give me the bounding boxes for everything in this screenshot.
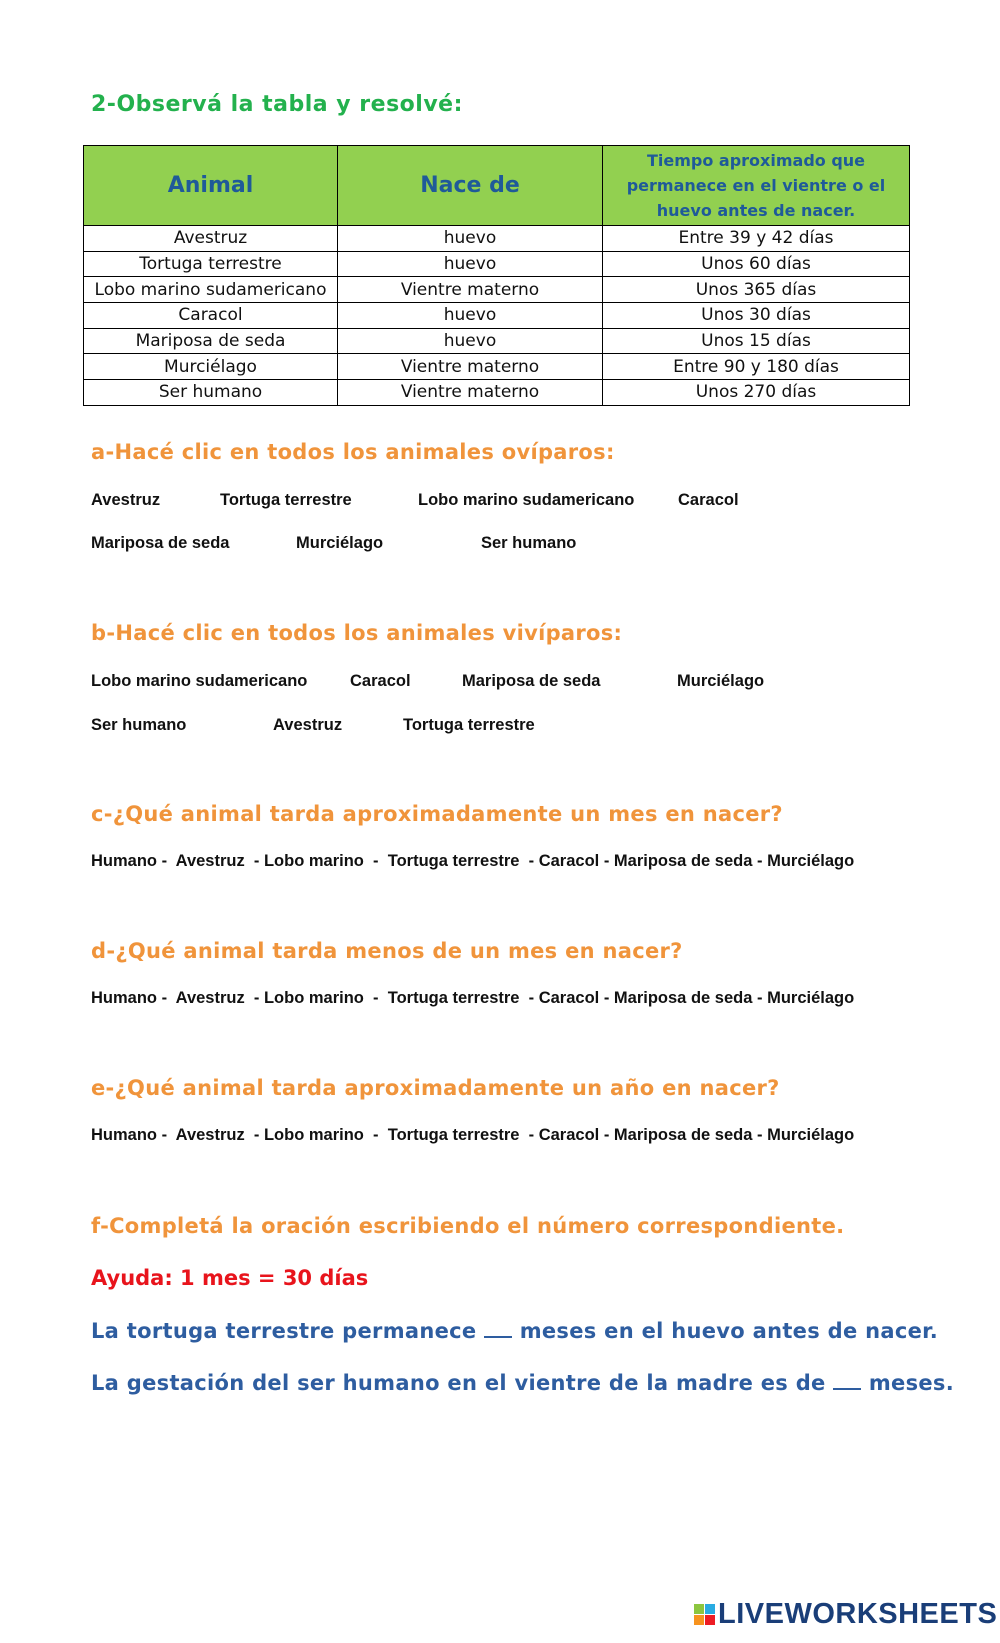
option-b-tortuga[interactable]: Tortuga terrestre	[403, 716, 535, 734]
answer-blank-turtle[interactable]	[484, 1318, 512, 1338]
animals-table	[83, 145, 910, 406]
cell-born-from: Vientre materno	[338, 354, 603, 380]
question-c-options: Humano - Avestruz - Lobo marino - Tortuga terrestre - Caracol - Mariposa de seda - Murciélago	[91, 852, 855, 870]
header-animal: Animal	[84, 146, 338, 226]
cell-animal: Tortuga terrestre	[84, 251, 338, 277]
question-e-options: Humano - Avestruz - Lobo marino - Tortuga terrestre - Caracol - Mariposa de seda - Murciélago	[91, 1126, 855, 1144]
exercise-title: 2-Observá la tabla y resolvé:	[91, 92, 463, 117]
question-e-title: e-¿Qué animal tarda aproximadamente un año en nacer?	[91, 1076, 780, 1100]
cell-time: Unos 365 días	[603, 277, 910, 303]
option-a-tortuga[interactable]: Tortuga terrestre	[220, 491, 352, 509]
cell-born-from: Vientre materno	[338, 380, 603, 406]
liveworksheets-logo	[694, 1594, 997, 1634]
cell-time: Entre 90 y 180 días	[603, 354, 910, 380]
option-d-avestruz[interactable]: Avestruz	[175, 989, 245, 1007]
question-d-title: d-¿Qué animal tarda menos de un mes en nacer?	[91, 939, 683, 963]
cell-animal: Caracol	[84, 303, 338, 329]
cell-time: Unos 270 días	[603, 380, 910, 406]
cell-animal: Murciélago	[84, 354, 338, 380]
option-b-ser-humano[interactable]: Ser humano	[91, 716, 187, 734]
option-c-avestruz[interactable]: Avestruz	[175, 852, 245, 870]
sentence-turtle-start: La tortuga terrestre permanece	[91, 1319, 477, 1343]
option-c-caracol[interactable]: Caracol	[538, 852, 600, 870]
cell-animal: Mariposa de seda	[84, 328, 338, 354]
option-e-avestruz[interactable]: Avestruz	[175, 1126, 245, 1144]
logo-text: LIVEWORKSHEETS	[718, 1597, 998, 1630]
option-e-tortuga[interactable]: Tortuga terrestre	[387, 1126, 520, 1144]
table-row	[84, 354, 910, 380]
question-f-title: f-Completá la oración escribiendo el número correspondiente.	[91, 1214, 845, 1238]
option-a-mariposa[interactable]: Mariposa de seda	[91, 534, 230, 552]
question-a-title: a-Hacé clic en todos los animales ovíparos:	[91, 440, 615, 464]
question-b-title: b-Hacé clic en todos los animales vivíparos:	[91, 621, 623, 645]
sentence-turtle-end: meses en el huevo antes de nacer.	[519, 1319, 939, 1343]
option-d-caracol[interactable]: Caracol	[538, 989, 600, 1007]
option-b-mariposa[interactable]: Mariposa de seda	[462, 672, 601, 690]
question-d-options: Humano - Avestruz - Lobo marino - Tortuga terrestre - Caracol - Mariposa de seda - Murciélago	[91, 989, 855, 1007]
option-b-lobo-marino[interactable]: Lobo marino sudamericano	[91, 672, 308, 690]
option-d-lobo-marino[interactable]: Lobo marino	[263, 989, 364, 1007]
cell-born-from: huevo	[338, 303, 603, 329]
header-time: Tiempo aproximado que permanece en el vientre o el huevo antes de nacer.	[603, 146, 910, 226]
option-c-tortuga[interactable]: Tortuga terrestre	[387, 852, 520, 870]
table-row	[84, 277, 910, 303]
option-c-mariposa[interactable]: Mariposa de seda	[613, 852, 753, 870]
table-row	[84, 303, 910, 329]
option-d-tortuga[interactable]: Tortuga terrestre	[387, 989, 520, 1007]
option-e-caracol[interactable]: Caracol	[538, 1126, 600, 1144]
cell-born-from: huevo	[338, 251, 603, 277]
cell-animal: Ser humano	[84, 380, 338, 406]
option-b-caracol[interactable]: Caracol	[350, 672, 411, 690]
cell-time: Unos 15 días	[603, 328, 910, 354]
cell-time: Entre 39 y 42 días	[603, 226, 910, 252]
sentence-human	[91, 1370, 954, 1395]
cell-animal: Avestruz	[84, 226, 338, 252]
option-b-murcielago[interactable]: Murciélago	[677, 672, 765, 690]
option-a-ser-humano[interactable]: Ser humano	[481, 534, 577, 552]
help-text: Ayuda: 1 mes = 30 días	[91, 1266, 369, 1290]
cell-animal: Lobo marino sudamericano	[84, 277, 338, 303]
table-row	[84, 380, 910, 406]
option-e-mariposa[interactable]: Mariposa de seda	[613, 1126, 753, 1144]
option-e-lobo-marino[interactable]: Lobo marino	[263, 1126, 364, 1144]
cell-time: Unos 30 días	[603, 303, 910, 329]
answer-blank-human[interactable]	[833, 1370, 861, 1390]
cell-born-from: Vientre materno	[338, 277, 603, 303]
option-e-humano[interactable]: Humano	[91, 1126, 157, 1144]
logo-mark-icon	[694, 1604, 715, 1625]
option-a-lobo-marino[interactable]: Lobo marino sudamericano	[418, 491, 635, 509]
sentence-human-start: La gestación del ser humano en el vientre de la madre es de	[91, 1371, 826, 1395]
header-born-from: Nace de	[338, 146, 603, 226]
sentence-human-end: meses.	[868, 1371, 954, 1395]
cell-born-from: huevo	[338, 328, 603, 354]
option-a-avestruz[interactable]: Avestruz	[91, 491, 161, 509]
sentence-turtle	[91, 1318, 938, 1343]
option-d-humano[interactable]: Humano	[91, 989, 157, 1007]
option-c-humano[interactable]: Humano	[91, 852, 157, 870]
option-b-avestruz[interactable]: Avestruz	[273, 716, 343, 734]
table-row	[84, 226, 910, 252]
table-row	[84, 251, 910, 277]
option-c-murcielago[interactable]: Murciélago	[767, 852, 855, 870]
option-e-murcielago[interactable]: Murciélago	[767, 1126, 855, 1144]
option-a-caracol[interactable]: Caracol	[678, 491, 739, 509]
option-d-mariposa[interactable]: Mariposa de seda	[613, 989, 753, 1007]
cell-born-from: huevo	[338, 226, 603, 252]
cell-time: Unos 60 días	[603, 251, 910, 277]
table-row	[84, 328, 910, 354]
question-c-title: c-¿Qué animal tarda aproximadamente un mes en nacer?	[91, 802, 783, 826]
option-a-murcielago[interactable]: Murciélago	[296, 534, 384, 552]
option-c-lobo-marino[interactable]: Lobo marino	[263, 852, 364, 870]
option-d-murcielago[interactable]: Murciélago	[767, 989, 855, 1007]
